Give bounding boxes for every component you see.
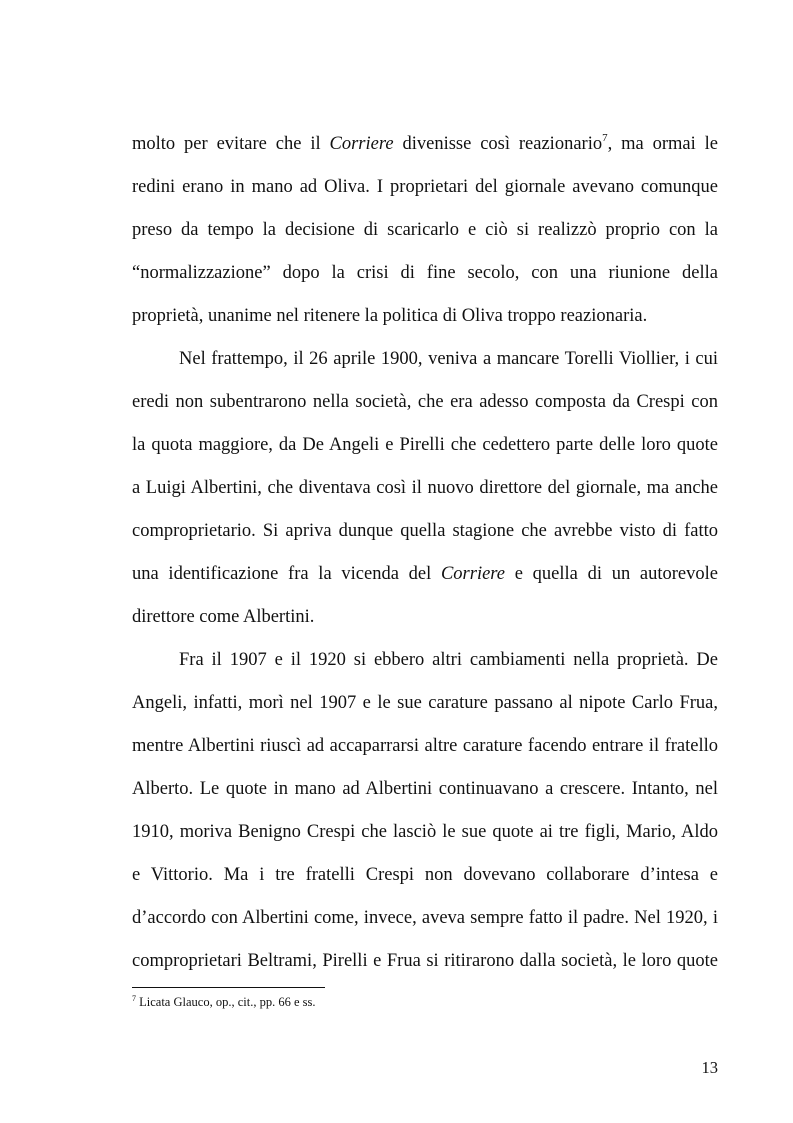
text-line: comproprietario. Si apriva dunque quella stagione che avrebbe visto di fatto (132, 521, 718, 541)
text-run: molto per evitare che il (132, 134, 330, 154)
text-line (132, 562, 718, 586)
text-run: una identificazione fra la vicenda del (132, 564, 441, 584)
text-line (132, 132, 718, 156)
text-line: direttore come Albertini. (132, 607, 315, 627)
text-line: mentre Albertini riuscì ad accaparrarsi altre carature facendo entrare il fratello (132, 736, 718, 756)
footnote-text: Licata Glauco, op., cit., pp. 66 e ss. (136, 995, 316, 1009)
text-line: preso da tempo la decisione di scaricarlo e ciò si realizzò proprio con la (132, 220, 718, 240)
text-run: divenisse così reazionario (393, 134, 603, 154)
page-number: 13 (701, 1058, 718, 1077)
text-line: a Luigi Albertini, che diventava così il nuovo direttore del giornale, ma anche (132, 478, 718, 498)
newspaper-title: Corriere (329, 134, 394, 154)
text-run: , ma ormai le (607, 134, 718, 154)
text-line: e Vittorio. Ma i tre fratelli Crespi non dovevano collaborare d’intesa e (132, 865, 718, 885)
footnote-ref[interactable]: 7 (602, 132, 608, 144)
text-line: Nel frattempo, il 26 aprile 1900, veniva a mancare Torelli Viollier, i cui (179, 349, 718, 369)
text-line: Fra il 1907 e il 1920 si ebbero altri cambiamenti nella proprietà. De (179, 650, 718, 670)
text-line: la quota maggiore, da De Angeli e Pirelli che cedettero parte delle loro quote (132, 435, 718, 455)
text-line: comproprietari Beltrami, Pirelli e Frua si ritirarono dalla società, le loro quote (132, 951, 718, 971)
footnote (132, 994, 315, 1010)
text-line: Alberto. Le quote in mano ad Albertini continuavano a crescere. Intanto, nel (132, 779, 718, 799)
footnote-number: 7 (132, 994, 136, 1003)
text-line: Angeli, infatti, morì nel 1907 e le sue carature passano al nipote Carlo Frua, (132, 693, 718, 713)
text-line: proprietà, unanime nel ritenere la politica di Oliva troppo reazionaria. (132, 306, 648, 326)
newspaper-title: Corriere (440, 564, 506, 584)
footnote-separator (132, 987, 325, 988)
text-line: “normalizzazione” dopo la crisi di fine secolo, con una riunione della (132, 263, 718, 283)
text-line: 1910, moriva Benigno Crespi che lasciò le sue quote ai tre figli, Mario, Aldo (132, 822, 718, 842)
text-line: redini erano in mano ad Oliva. I proprietari del giornale avevano comunque (132, 177, 718, 197)
text-run: e quella di un autorevole (505, 564, 718, 584)
text-line: d’accordo con Albertini come, invece, aveva sempre fatto il padre. Nel 1920, i (132, 908, 718, 928)
text-line: eredi non subentrarono nella società, che era adesso composta da Crespi con (132, 392, 718, 412)
